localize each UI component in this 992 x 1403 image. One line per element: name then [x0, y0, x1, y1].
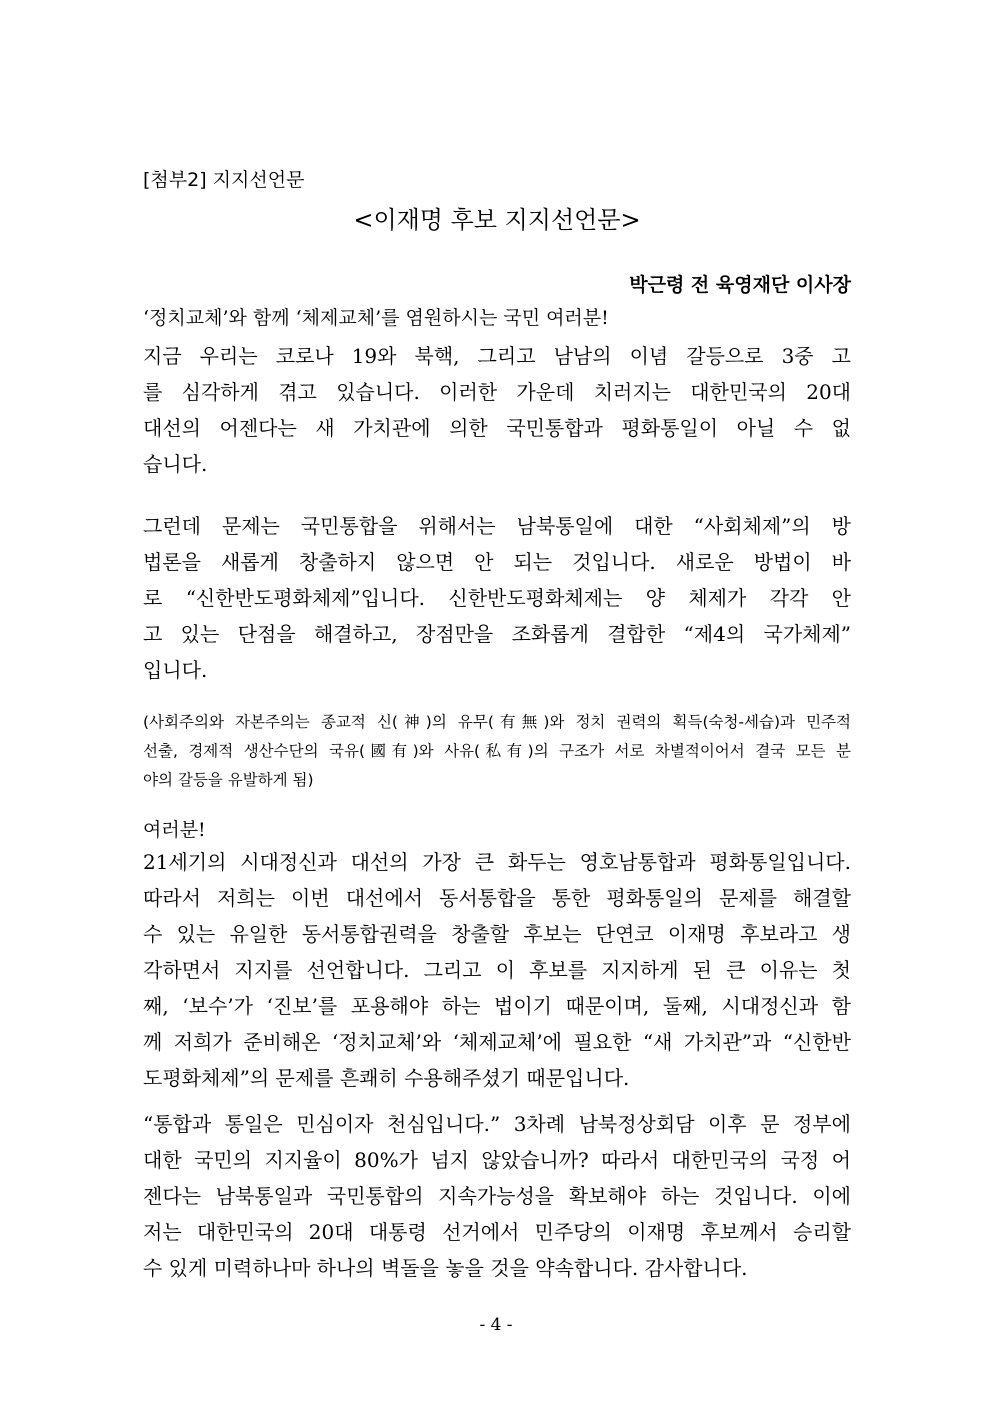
paragraph-problem	[143, 508, 851, 688]
paragraph-line: 입니다.	[143, 658, 208, 682]
note-line: 선출, 경제적 생산수단의 국유(國有)와 사유(私有)의 구조가 서로 차별적이어서 결국 모든 분	[143, 742, 851, 760]
paragraph-declaration	[143, 844, 851, 1096]
paragraph-line: 21세기의 시대정신과 대선의 가장 큰 화두는 영호남통합과 평화통일입니다.	[143, 850, 851, 874]
paragraph-line: 를 심각하게 겪고 있습니다. 이러한 가운데 치러지는 대한민국의 20대	[143, 380, 851, 404]
attachment-label: [첨부2] 지지선언문	[143, 169, 305, 191]
paragraph-line: 대한 국민의 지지율이 80%가 넘지 않았습니까? 따라서 대한민국의 국정 어	[143, 1148, 851, 1172]
signer-line: 박근령 전 육영재단 이사장	[629, 274, 851, 296]
paragraph-line: 대선의 어젠다는 새 가치관에 의한 국민통합과 평화통일이 아닐 수 없	[143, 416, 851, 440]
paragraph-line: 법론을 새롭게 창출하지 않으면 안 되는 것입니다. 새로운 방법이 바	[143, 550, 851, 574]
paragraph-line: “통합과 통일은 민심이자 천심입니다.” 3차례 남북정상회담 이후 문 정부에	[143, 1112, 851, 1136]
paragraph-line: 각하면서 지지를 선언합니다. 그리고 이 후보를 지지하게 된 큰 이유는 첫	[143, 958, 851, 982]
paragraph-line: 지금 우리는 코로나 19와 북핵, 그리고 남남의 이념 갈등으로 3중 고	[143, 344, 851, 368]
page-number: - 4 -	[479, 1315, 513, 1335]
paragraph-line: 수 있게 미력하나마 하나의 벽돌을 놓을 것을 약속합니다. 감사합니다.	[143, 1256, 748, 1280]
paragraph-line: 습니다.	[143, 452, 208, 476]
paragraph-line: 그런데 문제는 국민통합을 위해서는 남북통일에 대한 “사회체제”의 방	[143, 514, 851, 538]
document-title: <이재명 후보 지지선언문>	[353, 206, 641, 234]
paragraph-closing	[143, 1106, 851, 1286]
paragraph-line: 께 저희가 준비해온 ‘정치교체’와 ‘체제교체’에 필요한 “새 가치관”과 “신한반	[143, 1030, 851, 1054]
paragraph-line: 저는 대한민국의 20대 대통령 선거에서 민주당의 이재명 후보께서 승리할	[143, 1220, 851, 1244]
paragraph-line: 수 있는 유일한 동서통합권력을 창출할 후보는 단연코 이재명 후보라고 생	[143, 922, 851, 946]
paragraph-line: 따라서 저희는 이번 대선에서 동서통합을 통한 평화통일의 문제를 해결할	[143, 886, 851, 910]
paragraph-line: 고 있는 단점을 해결하고, 장점만을 조화롭게 결합한 “제4의 국가체제”	[143, 622, 851, 646]
salutation: ‘정치교체’와 함께 ‘체제교체’를 염원하시는 국민 여러분!	[143, 307, 609, 329]
paragraph-line: 도평화체제”의 문제를 흔쾌히 수용해주셨기 때문입니다.	[143, 1066, 630, 1090]
subheading: 여러분!	[143, 819, 206, 841]
note-line: 야의 갈등을 유발하게 됨)	[143, 771, 314, 789]
parenthetical-note	[143, 708, 851, 795]
paragraph-intro	[143, 338, 851, 482]
paragraph-line: 젠다는 남북통일과 국민통합의 지속가능성을 확보해야 하는 것입니다. 이에	[143, 1184, 851, 1208]
paragraph-line: 로 “신한반도평화체제”입니다. 신한반도평화체제는 양 체제가 각각 안	[143, 586, 851, 610]
note-line: (사회주의와 자본주의는 종교적 신(神)의 유무(有無)와 정치 권력의 획득(숙청-세습)과 민주적	[143, 713, 851, 731]
paragraph-line: 째, ‘보수’가 ‘진보’를 포용해야 하는 법이기 때문이며, 둘째, 시대정신과 함	[143, 994, 851, 1018]
